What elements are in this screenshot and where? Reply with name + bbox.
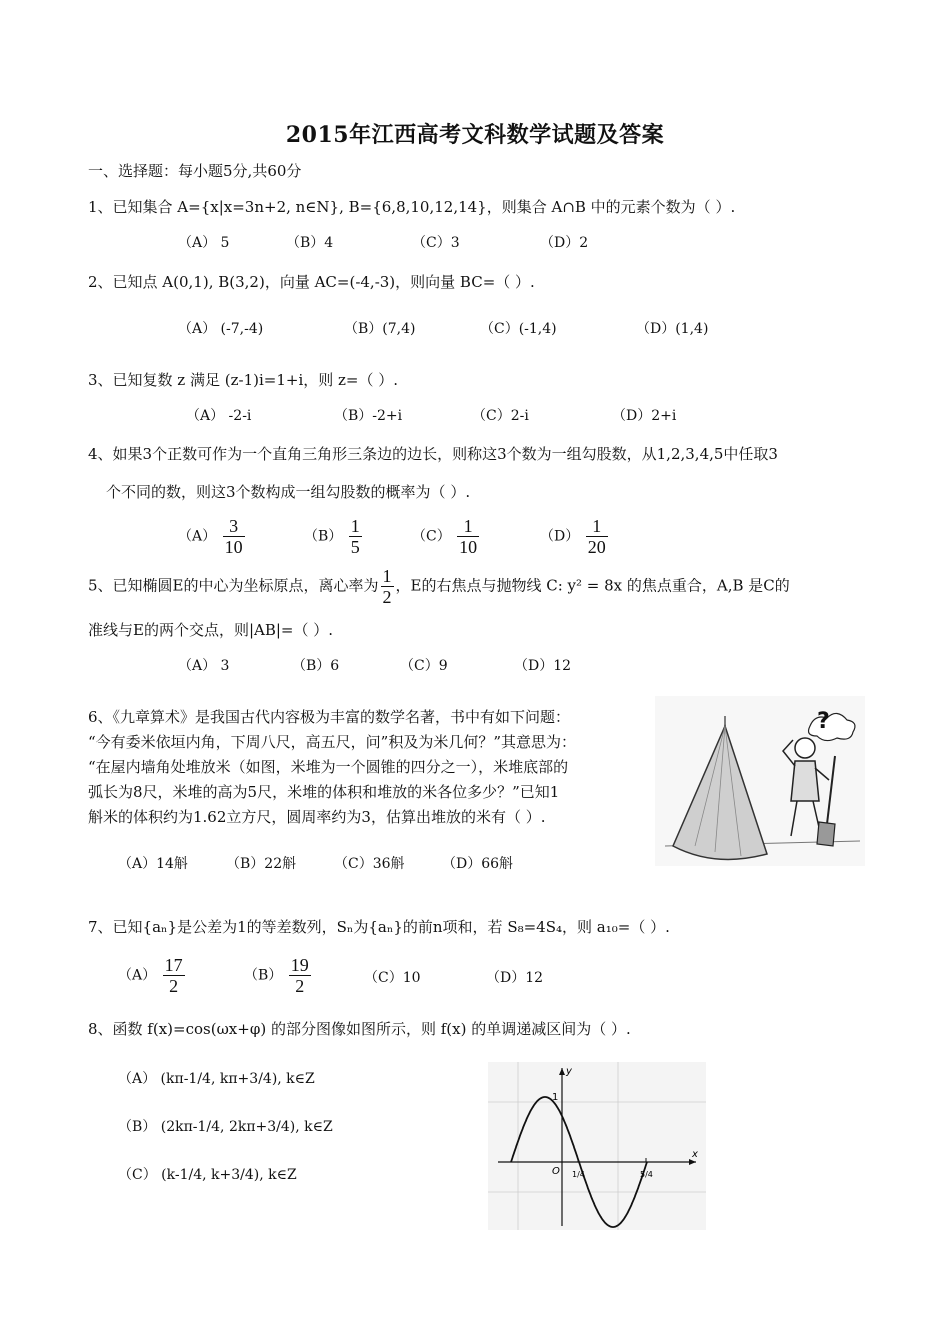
q7-option-b-label: （B） bbox=[244, 967, 283, 984]
question-3-stem: 3、已知复数 z 满足 (z-1)i=1+i，则 z=（ ）. bbox=[88, 371, 399, 389]
q1-option-a: （A） 5 bbox=[178, 235, 230, 251]
question-1-stem: 1、已知集合 A={x|x=3n+2, n∈N}, B={6,8,10,12,14}，则集合 A∩B 中的元素个数为（ ）. bbox=[88, 198, 736, 216]
q4-option-a-label: （A） bbox=[178, 528, 217, 545]
fraction-numerator: 1 bbox=[382, 566, 392, 586]
q4-option-d bbox=[540, 516, 610, 557]
q2-option-b: （B）(7,4) bbox=[344, 321, 416, 337]
page-title: 2015年江西高考文科数学试题及答案 bbox=[285, 122, 665, 148]
question-4-stem-line2: 个不同的数，则这3个数构成一组勾股数的概率为（ ）. bbox=[106, 483, 471, 501]
fraction-denominator: 10 bbox=[459, 537, 478, 557]
q2-option-d: （D）(1,4) bbox=[636, 321, 709, 337]
q4-option-d-label: （D） bbox=[540, 528, 580, 545]
question-4-stem-line1: 4、如果3个正数可作为一个直角三角形三条边的边长，则称这3个数为一组勾股数，从1,2,3,4,5中任取3 bbox=[88, 445, 778, 463]
q2-option-c: （C）(-1,4) bbox=[480, 321, 557, 337]
cosine-graph-figure bbox=[488, 1062, 706, 1230]
x-axis-label: x bbox=[692, 1149, 698, 1160]
q8-option-a: （A） (kπ-1/4, kπ+3/4), k∈Z bbox=[118, 1071, 315, 1087]
tick-label-quarter: 1/4 bbox=[572, 1170, 585, 1179]
fraction-numerator: 1 bbox=[586, 516, 608, 537]
question-5-stem-line1 bbox=[88, 566, 790, 607]
q1-option-c: （C）3 bbox=[412, 235, 460, 251]
q8-option-b: （B） (2kπ-1/4, 2kπ+3/4), k∈Z bbox=[118, 1119, 333, 1135]
fraction-denominator: 5 bbox=[350, 537, 360, 557]
fraction-numerator: 19 bbox=[290, 955, 309, 975]
fraction-numerator: 17 bbox=[164, 955, 183, 975]
question-6-line4: 弧长为8尺，米堆的高为5尺，米堆的体积和堆放的米各位多少？”已知1 bbox=[88, 783, 560, 801]
q1-option-b: （B）4 bbox=[286, 235, 334, 251]
q4-option-d-fraction bbox=[586, 516, 608, 557]
q6-option-b: （B）22斛 bbox=[226, 856, 297, 872]
q7-option-b-fraction bbox=[289, 955, 311, 996]
question-7-stem: 7、已知{aₙ}是公差为1的等差数列，Sₙ为{aₙ}的前n项和，若 S₈=4S₄，则 a₁₀=（ ）. bbox=[88, 918, 670, 936]
fraction-denominator: 2 bbox=[295, 976, 305, 996]
q2-option-a: （A） (-7,-4) bbox=[178, 321, 264, 337]
q6-option-a: （A）14斛 bbox=[118, 856, 188, 872]
fraction-numerator: 1 bbox=[457, 516, 479, 537]
man-head bbox=[795, 738, 815, 758]
q6-option-c: （C）36斛 bbox=[334, 856, 405, 872]
q4-option-b-fraction bbox=[349, 516, 362, 557]
q4-option-b-label: （B） bbox=[304, 528, 343, 545]
section-heading: 一、选择题：每小题5分,共60分 bbox=[88, 162, 302, 180]
q6-option-d: （D）66斛 bbox=[442, 856, 514, 872]
q5-option-d: （D）12 bbox=[514, 658, 572, 674]
q5-stem-part2: ，E的右焦点与抛物线 C: y² = 8x 的焦点重合，A,B 是C的 bbox=[395, 576, 790, 595]
fraction-numerator: 3 bbox=[223, 516, 245, 537]
q7-option-a-label: （A） bbox=[118, 967, 157, 984]
question-8-stem: 8、函数 f(x)=cos(ωx+φ) 的部分图像如图所示，则 f(x) 的单调递减区间为（ ）. bbox=[88, 1020, 631, 1038]
rice-pile-figure bbox=[655, 696, 865, 866]
q7-option-b bbox=[244, 955, 313, 996]
q7-option-a bbox=[118, 955, 187, 996]
man-body bbox=[791, 761, 819, 801]
q8-option-c: （C） (k-1/4, k+3/4), k∈Z bbox=[118, 1167, 297, 1183]
q7-option-d: （D）12 bbox=[486, 970, 544, 986]
fraction-numerator: 1 bbox=[350, 516, 360, 536]
q3-option-c: （C）2-i bbox=[472, 408, 529, 424]
q4-option-a-fraction bbox=[223, 516, 245, 557]
q4-option-c bbox=[412, 516, 481, 557]
question-5-stem-line2: 准线与E的两个交点，则|AB|=（ ）. bbox=[88, 621, 334, 639]
y-axis-label: y bbox=[566, 1066, 572, 1077]
question-6-line1: 6、《九章算术》是我国古代内容极为丰富的数学名著，书中有如下问题： bbox=[88, 708, 571, 726]
q4-option-c-fraction bbox=[457, 516, 479, 557]
q7-option-c: （C）10 bbox=[364, 970, 421, 986]
question-mark-text: ? bbox=[817, 709, 830, 734]
q4-option-b bbox=[304, 516, 364, 557]
y-tick-one: 1 bbox=[552, 1092, 559, 1103]
question-2-stem: 2、已知点 A(0,1), B(3,2)，向量 AC=(-4,-3)，则向量 BC=（ ）. bbox=[88, 273, 535, 291]
q5-option-a: （A） 3 bbox=[178, 658, 230, 674]
q3-option-b: （B）-2+i bbox=[334, 408, 403, 424]
q3-option-d: （D）2+i bbox=[612, 408, 677, 424]
question-6-line3: “在屋内墙角处堆放米（如图，米堆为一个圆锥的四分之一），米堆底部的 bbox=[88, 758, 569, 776]
q4-option-c-label: （C） bbox=[412, 528, 451, 545]
q7-option-a-fraction bbox=[163, 955, 185, 996]
question-6-line2: “今有委米依垣内角，下周八尺，高五尺，问”积及为米几何？”其意思为： bbox=[88, 733, 577, 751]
q5-eccentricity-fraction bbox=[381, 566, 394, 607]
fraction-denominator: 2 bbox=[382, 587, 392, 607]
q1-option-d: （D）2 bbox=[540, 235, 589, 251]
question-6-line5: 斛米的体积约为1.62立方尺，圆周率约为3，估算出堆放的米有（ ）. bbox=[88, 808, 546, 826]
fraction-denominator: 2 bbox=[169, 976, 179, 996]
q4-option-a bbox=[178, 516, 247, 557]
fraction-denominator: 20 bbox=[587, 537, 606, 557]
shovel-blade bbox=[817, 822, 835, 846]
q5-option-b: （B）6 bbox=[292, 658, 340, 674]
origin-label: O bbox=[552, 1166, 560, 1177]
fraction-denominator: 10 bbox=[224, 537, 243, 557]
tick-label-five-quarters: 5/4 bbox=[640, 1170, 653, 1179]
graph-background bbox=[488, 1062, 706, 1230]
q3-option-a: （A） -2-i bbox=[186, 408, 252, 424]
q5-option-c: （C）9 bbox=[400, 658, 448, 674]
q5-stem-part1: 5、已知椭圆E的中心为坐标原点，离心率为 bbox=[88, 576, 379, 595]
